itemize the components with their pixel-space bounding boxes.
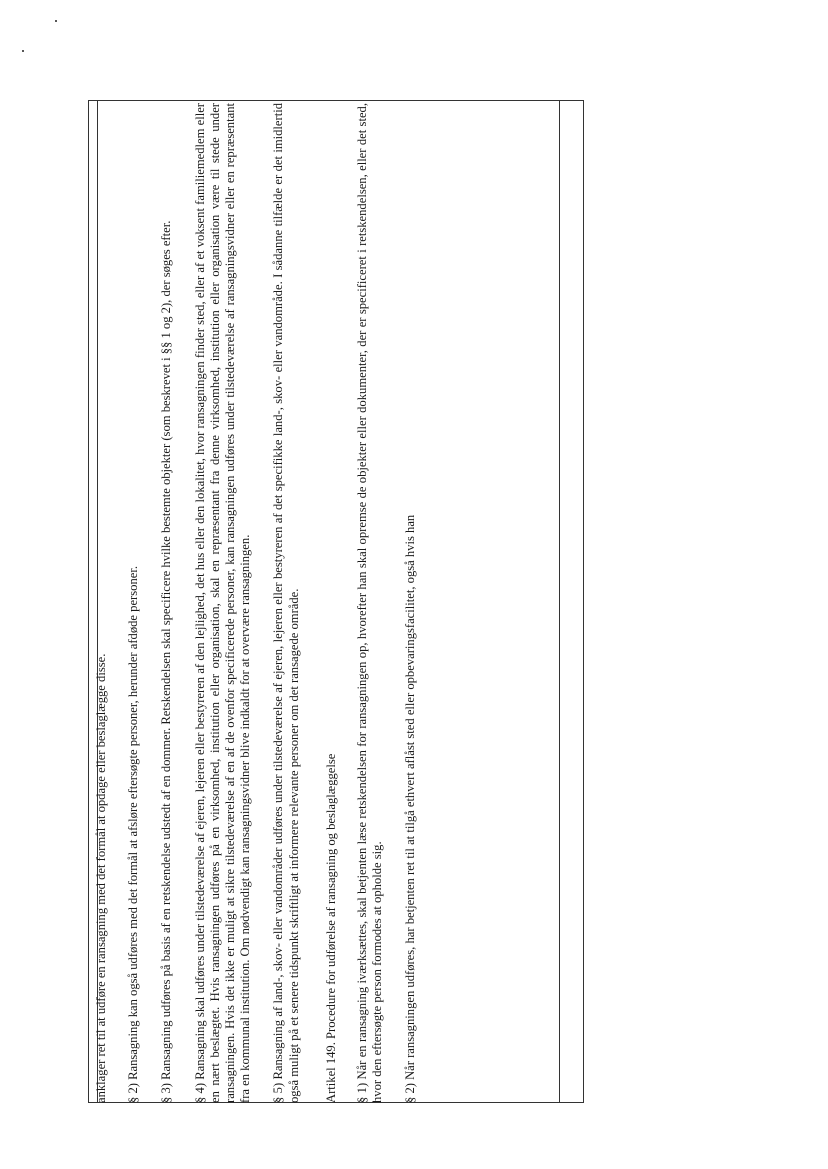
scan-speck bbox=[55, 20, 57, 22]
paragraph: § 4) Ransagning skal udføres under tilstedeværelse af ejeren, lejeren eller bestyreren af den lejlighed, det hus eller den lokalitet, hvor ransagningen finder sted, eller af et voksent familiemedlem eller en nært beslægtet. Hvis ransagningen udføres på en virksomhed, institution eller organisation, skal en repræsentant fra denne virksomhed, institution eller organisation være til stede under ransagningen. Hvis det ikke er muligt at sikre tilstedeværelse af en af de ovenfor specificerede personer, kan ransagningen udføres under tilstedeværelse af ransagningsvidner eller en repræsentant fra en kommunal institution. Om nødvendigt kan ransagningsvidner blive indkaldt for at overvære ransagningen. bbox=[192, 103, 253, 1103]
paragraph: § 3) Ransagning udføres på basis af en retskendelse udstedt af en dommer. Retskendelsen skal specificere hvilke bestemte objekter (som beskrevet i §§ 1 og 2), der søges efter. bbox=[159, 220, 174, 1103]
scan-speck bbox=[22, 50, 24, 52]
paragraph: anklager ret til at udføre en ransagning med det formål at opdage eller beslaglægge disse. bbox=[94, 653, 108, 1103]
paragraph: § 2) Når ransagningen udføres, har betjenten ret til at tilgå ethvert aflåst sted eller opbevaringsfacilitet, også hvis han bbox=[403, 514, 418, 1103]
rotated-text-block bbox=[94, 103, 574, 1103]
article-heading: Artikel 149. Procedure for udførelse af ransagning og beslaglæggelse bbox=[323, 753, 338, 1103]
paragraph: § 2) Ransagning kan også udføres med det formål at afsløre eftersøgte personer, herunder afdøde personer. bbox=[126, 566, 141, 1103]
paragraph: § 1) Når en ransagning iværksættes, skal betjenten læse retskendelsen for ransagningen op, hvorefter han skal opremse de objekter eller dokumenter, der er specificeret i retskendelsen, eller det sted, hvor den eftersøgte person formodes at opholde sig. bbox=[355, 103, 385, 1103]
paragraph: § 5) Ransagning af land-, skov- eller vandområder udføres under tilstedeværelse af ejeren, lejeren eller bestyreren af det specifikke land-, skov- eller vandområde. I sådanne tilfælde er det imidlertid også muligt på et senere tidspunkt skriftligt at informere relevante personer om det ransagede område. bbox=[271, 103, 301, 1103]
